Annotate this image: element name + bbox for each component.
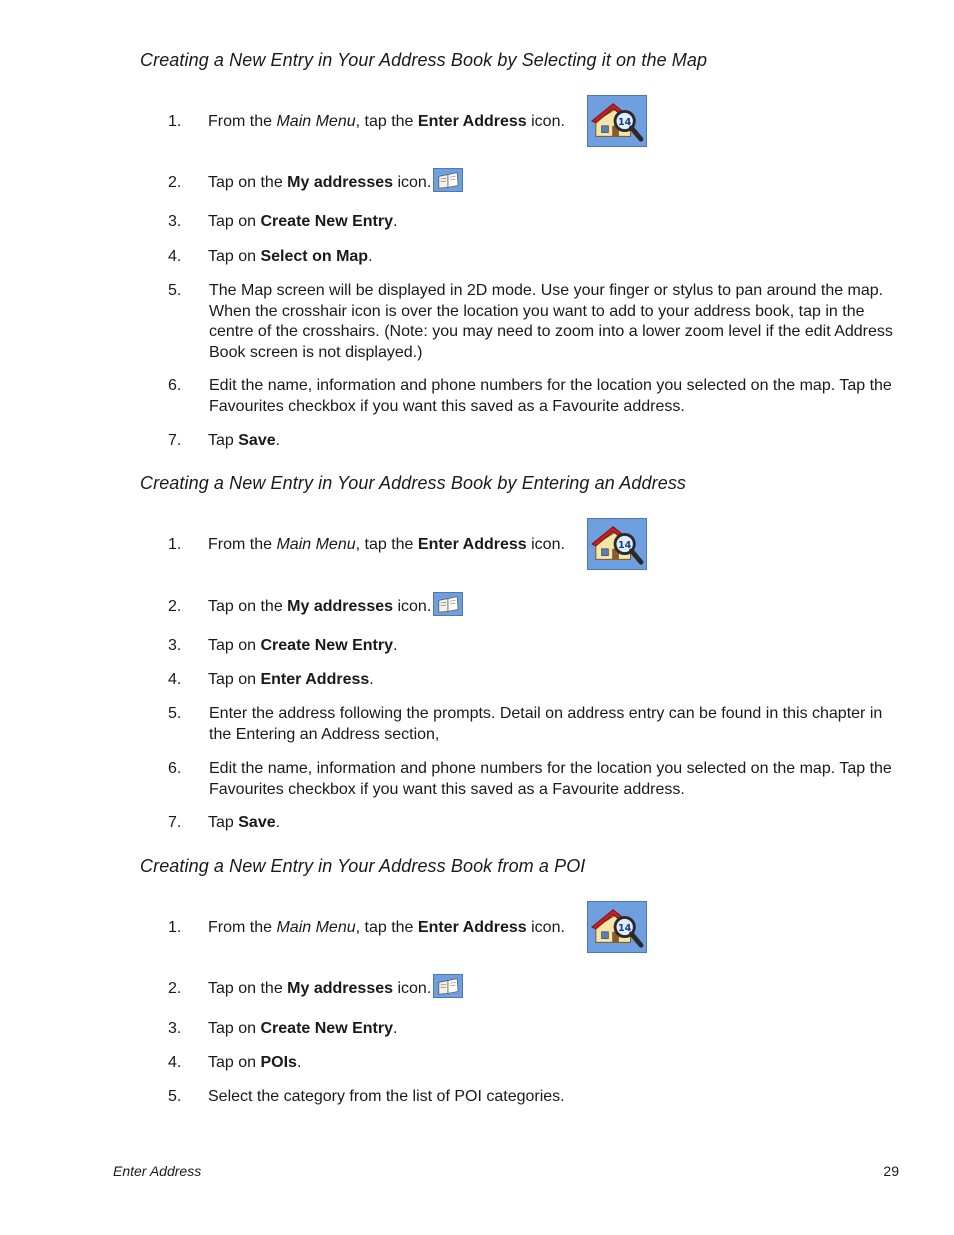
step-4 [168,1053,894,1074]
step-6 [168,759,894,800]
step-number: 2. [168,980,182,997]
step-number: 1. [168,536,182,553]
page-number: 29 [883,1163,899,1179]
step-number: 5. [168,1088,182,1105]
step-text: Edit the name, information and phone numbers for the location you selected on the map. Tap the Favourites checkbox if you want this saved as a Favourite address. [209,760,892,798]
step-3 [168,636,894,657]
step-text: Tap on Create New Entry. [208,637,398,654]
step-number: 7. [168,814,182,831]
step-3 [168,1019,894,1040]
step-5 [168,704,894,745]
step-number: 6. [168,760,182,777]
step-2 [168,597,894,618]
enter-address-icon [587,95,647,147]
step-number: 4. [168,1054,182,1071]
step-text: Tap on Enter Address. [208,671,374,688]
section-heading-enter-address: Creating a New Entry in Your Address Book by Entering an Address [140,473,687,493]
step-3 [168,212,894,233]
step-4 [168,247,894,268]
step-number: 6. [168,377,182,394]
step-6 [168,376,894,417]
step-number: 3. [168,213,182,230]
step-text: From the Main Menu, tap the Enter Address icon. [208,113,565,130]
my-addresses-icon [433,592,463,616]
step-text: The Map screen will be displayed in 2D mode. Use your finger or stylus to pan around the map. When the crosshair icon is over the location you want to add to your address book, tap in the centre of the crosshairs. (Note: you may need to zoom into a lower zoom level if the edit Address Book screen is not displayed.) [209,282,893,361]
step-text: Select the category from the list of POI categories. [208,1088,565,1105]
step-1 [168,535,894,556]
step-text: Enter the address following the prompts. Detail on address entry can be found in this chapter in the Entering an Address section, [209,705,883,743]
section-heading-select-on-map: Creating a New Entry in Your Address Book by Selecting it on the Map [140,50,708,70]
step-text: Edit the name, information and phone numbers for the location you selected on the map. Tap the Favourites checkbox if you want this saved as a Favourite address. [209,377,892,415]
step-text: Tap on POIs. [208,1054,302,1071]
footer-chapter-title: Enter Address [113,1163,202,1179]
step-5 [168,1087,894,1108]
my-addresses-icon [433,974,463,998]
enter-address-icon [587,901,647,953]
enter-address-icon [587,518,647,570]
step-text: Tap on Create New Entry. [208,213,398,230]
step-text: From the Main Menu, tap the Enter Address icon. [208,919,565,936]
step-number: 1. [168,919,182,936]
step-1 [168,112,894,133]
step-text: Tap on Select on Map. [208,248,373,265]
step-number: 5. [168,705,182,722]
step-text: Tap on Create New Entry. [208,1020,398,1037]
section-heading-from-poi: Creating a New Entry in Your Address Book from a POI [140,856,586,876]
step-number: 1. [168,113,182,130]
step-text: From the Main Menu, tap the Enter Address icon. [208,536,565,553]
step-1 [168,918,894,939]
step-text: Tap on the My addresses icon. [208,597,894,618]
step-5 [168,281,894,363]
step-4 [168,670,894,691]
step-number: 4. [168,671,182,688]
step-text: Tap Save. [208,814,281,831]
step-7 [168,431,894,452]
step-number: 2. [168,598,182,615]
step-2 [168,979,894,1000]
step-number: 7. [168,432,182,449]
step-number: 3. [168,637,182,654]
step-2 [168,173,894,194]
step-7 [168,813,894,834]
step-text: Tap on the My addresses icon. [208,979,894,1000]
step-number: 4. [168,248,182,265]
my-addresses-icon [433,168,463,192]
step-number: 5. [168,282,182,299]
step-number: 2. [168,174,182,191]
step-number: 3. [168,1020,182,1037]
step-text: Tap on the My addresses icon. [208,173,894,194]
step-text: Tap Save. [208,432,281,449]
